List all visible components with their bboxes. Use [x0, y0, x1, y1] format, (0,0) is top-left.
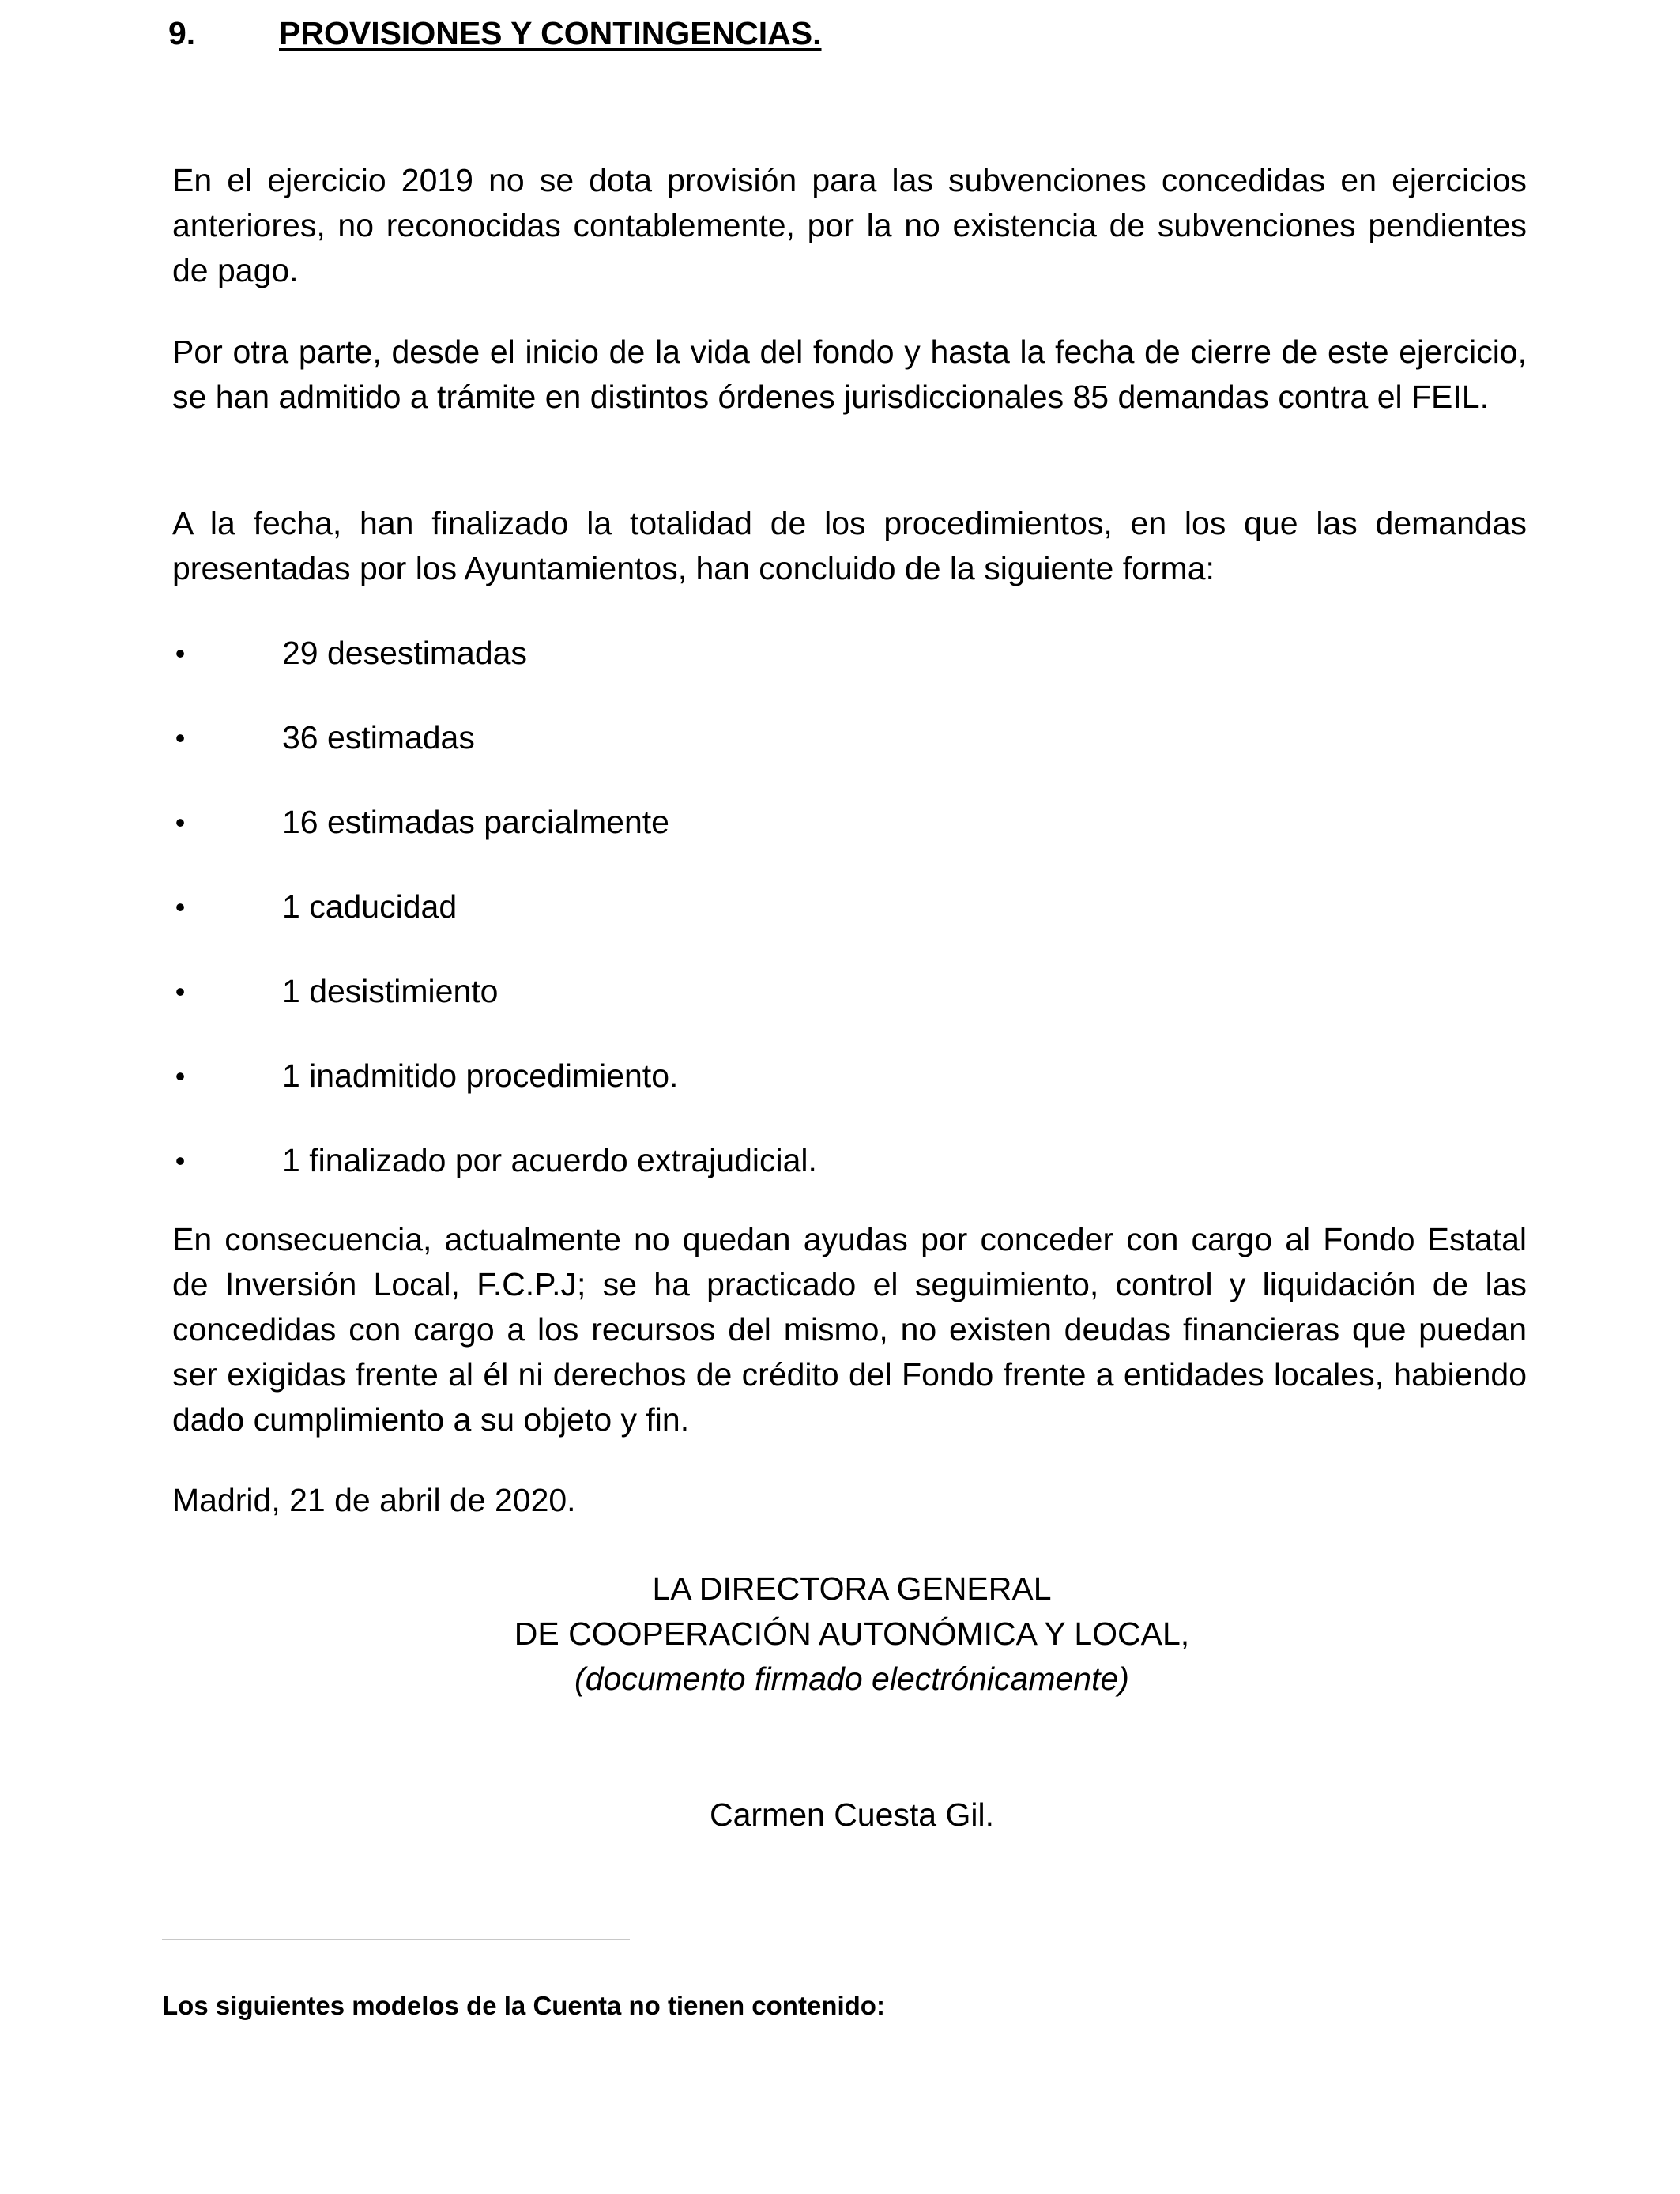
bullet-icon: • [175, 1144, 186, 1177]
outcome-text: 1 finalizado por acuerdo extrajudicial. [282, 1142, 817, 1178]
separator-line [162, 1939, 630, 1940]
outcome-text: 1 caducidad [282, 888, 458, 925]
section-number: 9. [168, 15, 196, 51]
signature-department: DE COOPERACIÓN AUTONÓMICA Y LOCAL, [514, 1615, 1190, 1652]
bullet-icon: • [175, 637, 186, 669]
models-note: Los siguientes modelos de la Cuenta no tienen contenido: [162, 1991, 885, 2020]
outcome-text: 1 desistimiento [282, 973, 499, 1009]
bullet-icon: • [175, 1060, 186, 1092]
signatory-name: Carmen Cuesta Gil. [709, 1796, 994, 1833]
paragraph-conclusion: En consecuencia, actualmente no quedan ayudas por conceder con cargo al Fondo Estatal de Inversión Local, F.C.P.J; se ha practicado el seguimiento, control y liquidación de las concedidas con cargo a los recursos del mismo, no existen deudas financieras que puedan ser exigidas frente al él ni derechos de crédito del Fondo frente a entidades locales, habiendo dado cumplimiento a su objeto y fin. [172, 1221, 1527, 1438]
outcome-text: 16 estimadas parcialmente [282, 804, 669, 840]
place-date: Madrid, 21 de abril de 2020. [172, 1482, 576, 1518]
signature-note: (documento firmado electrónicamente) [574, 1661, 1129, 1697]
signature-title: LA DIRECTORA GENERAL [652, 1570, 1052, 1607]
outcome-text: 29 desestimadas [282, 635, 527, 671]
paragraph-lawsuits: Por otra parte, desde el inicio de la vida del fondo y hasta la fecha de cierre de este ejercicio, se han admitido a trámite en distintos órdenes jurisdiccionales 85 demandas contra el FEIL. [172, 334, 1527, 415]
bullet-icon: • [175, 806, 186, 839]
bullet-icon: • [175, 975, 186, 1008]
section-heading [168, 14, 822, 52]
section-title: PROVISIONES Y CONTINGENCIAS. [279, 15, 822, 51]
outcome-text: 36 estimadas [282, 719, 475, 756]
outcome-text: 1 inadmitido procedimiento. [282, 1057, 679, 1094]
bullet-icon: • [175, 722, 186, 754]
paragraph-procedures: A la fecha, han finalizado la totalidad de los procedimientos, en los que las demandas presentadas por los Ayuntamientos, han concluido de la siguiente forma: [172, 505, 1527, 586]
bullet-icon: • [175, 891, 186, 923]
paragraph-provisions: En el ejercicio 2019 no se dota provisión para las subvenciones concedidas en ejercicios anteriores, no reconocidas contablemente, por la no existencia de subvenciones pendientes de pago. [172, 162, 1527, 288]
